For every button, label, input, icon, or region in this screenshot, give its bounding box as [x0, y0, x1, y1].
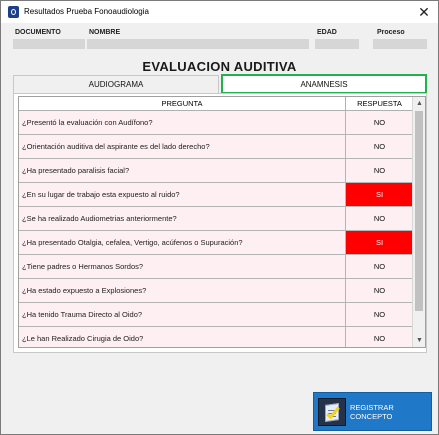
tab-anamnesis[interactable]: ANAMNESIS: [221, 74, 427, 94]
question-cell[interactable]: ¿Le han Realizado Cirugia de Oido?: [19, 327, 346, 348]
question-cell[interactable]: ¿Ha tenido Trauma Directo al Oido?: [19, 303, 346, 326]
answer-cell[interactable]: NO: [373, 310, 386, 319]
tab-audiograma[interactable]: AUDIOGRAMA: [13, 75, 219, 93]
scroll-down-icon[interactable]: ▼: [416, 337, 423, 344]
documento-value: [13, 39, 85, 49]
patient-header: [1, 23, 438, 59]
answer-cell[interactable]: NO: [373, 334, 386, 343]
table-row[interactable]: [19, 231, 413, 255]
table-row[interactable]: [19, 207, 413, 231]
table-row[interactable]: [19, 159, 413, 183]
anamnesis-grid: [18, 96, 426, 348]
question-cell[interactable]: ¿Ha presentado Otalgia, cefalea, Vertigo, acúfenos o Supuración?: [19, 231, 346, 254]
register-concept-button[interactable]: [313, 392, 432, 431]
table-row[interactable]: [19, 135, 413, 159]
answer-cell[interactable]: NO: [373, 166, 386, 175]
scroll-up-icon[interactable]: ▲: [416, 100, 423, 107]
answer-cell[interactable]: NO: [373, 142, 386, 151]
grid-header: [19, 97, 413, 111]
answer-cell-highlighted[interactable]: SI: [346, 183, 413, 206]
question-cell[interactable]: ¿Orientación auditiva del aspirante es del lado derecho?: [19, 135, 346, 158]
checklist-icon: [318, 398, 346, 426]
question-cell[interactable]: ¿Presentó la evaluación con Audífono?: [19, 111, 346, 134]
anamnesis-panel: [13, 93, 427, 353]
register-concept-label: REGISTRAR CONCEPTO: [350, 402, 394, 421]
edad-value: [315, 39, 359, 49]
question-cell[interactable]: ¿Ha estado expuesto a Explosiones?: [19, 279, 346, 302]
column-header-respuesta[interactable]: RESPUESTA: [357, 99, 402, 108]
question-cell[interactable]: ¿En su lugar de trabajo esta expuesto al ruido?: [19, 183, 346, 206]
proceso-value: [373, 39, 427, 49]
column-header-pregunta[interactable]: PREGUNTA: [19, 97, 346, 110]
table-row[interactable]: [19, 183, 413, 207]
question-cell[interactable]: ¿Ha presentado paralisis facial?: [19, 159, 346, 182]
edad-label: EDAD: [317, 29, 337, 36]
documento-label: DOCUMENTO: [15, 29, 61, 36]
proceso-label: Proceso: [377, 29, 405, 36]
question-cell[interactable]: ¿Tiene padres o Hermanos Sordos?: [19, 255, 346, 278]
grid-rows: [19, 111, 413, 348]
question-cell[interactable]: ¿Se ha realizado Audiometrias anteriormente?: [19, 207, 346, 230]
grid-scrollbar[interactable]: [412, 97, 425, 347]
table-row[interactable]: [19, 279, 413, 303]
table-row[interactable]: [19, 303, 413, 327]
nombre-label: NOMBRE: [89, 29, 121, 36]
answer-cell[interactable]: NO: [373, 262, 386, 271]
close-button[interactable]: ✕: [418, 4, 430, 20]
scroll-thumb[interactable]: [415, 111, 423, 311]
answer-cell[interactable]: NO: [373, 214, 386, 223]
table-row[interactable]: [19, 327, 413, 348]
nombre-value: [87, 39, 309, 49]
app-icon: [8, 6, 19, 18]
answer-cell[interactable]: NO: [373, 286, 386, 295]
title-bar: [1, 1, 438, 23]
section-title: EVALUACION AUDITIVA: [142, 59, 297, 74]
table-row[interactable]: [19, 255, 413, 279]
table-row[interactable]: [19, 111, 413, 135]
answer-cell-highlighted[interactable]: SI: [346, 231, 413, 254]
answer-cell[interactable]: NO: [373, 118, 386, 127]
window-title: Resultados Prueba Fonoaudiologia: [24, 7, 149, 16]
